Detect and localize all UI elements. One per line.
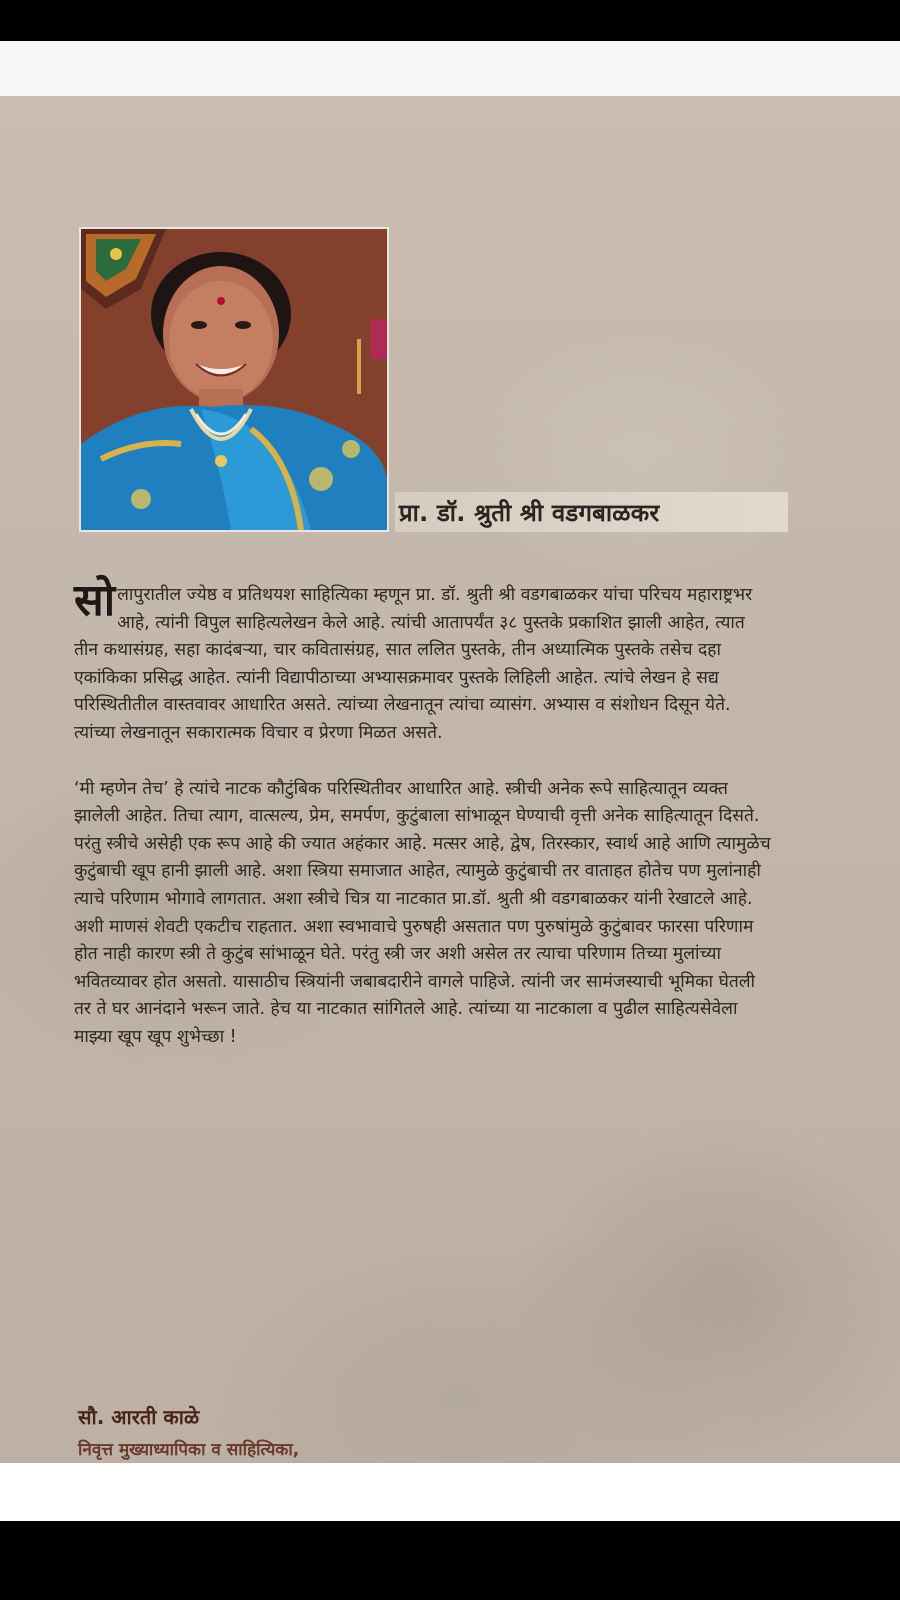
top-margin (0, 41, 900, 96)
status-bar (0, 0, 900, 41)
article-body (74, 575, 774, 1052)
bottom-margin (0, 1463, 900, 1521)
author-photo (79, 227, 389, 532)
drop-cap: सो (74, 575, 116, 626)
paragraph-2: ‘मी म्हणेन तेच’ हे त्यांचे नाटक कौटुंबिक परिस्थितीवर आधारित आहे. स्त्रीची अनेक रूपे साहित्यातून व्यक्त झालेली आहेत. तिचा त्याग, वात्सल्य, प्रेम, समर्पण, कुटुंबाला सांभाळून घेण्याची वृत्ती अनेक साहित्यातून दिसते. परंतु स्त्रीचे असेही एक रूप आहे की ज्यात अहंकार आहे. मत्सर आहे, द्वेष, तिरस्कार, स्वार्थ आहे आणि त्यामुळेच कुटुंबाची खूप हानी झाली आहे. अशा स्त्रिया समाजात आहेत, त्यामुळे कुटुंबाची तर वाताहत होतेच पण मुलांनाही त्याचे परिणाम भोगावे लागतात. अशा स्त्रीचे चित्र या नाटकात प्रा.डॉ. श्रुती श्री वडगबाळकर यांनी रेखाटले आहे. अशी माणसं शेवटी एकटीच राहतात. अशा स्वभावाचे पुरुषही असतात पण पुरुषांमुळे कुटुंबावर फारसा परिणाम होत नाही कारण स्त्री ते कुटुंब सांभाळून घेते. परंतु स्त्री जर अशी असेल तर त्याचा परिणाम तिच्या मुलांच्या भवितव्यावर होत असतो. यासाठीच स्त्रियांनी जबाबदारीने वागले पाहिजे. त्यांनी जर सामंजस्याची भूमिका घेतली तर ते घर आनंदाने भरून जाते. हेच या नाटकात सांगितले आहे. त्यांच्या या नाटकाला व पुढील साहित्यसेवेला माझ्या खूप खूप शुभेच्छा ! (74, 778, 771, 1047)
paragraph-1 (74, 575, 774, 748)
signature-name: सौ. आरती काळे (78, 1405, 200, 1429)
signature-title-line-1: निवृत्त मुख्याध्यापिका व साहित्यिका, (78, 1440, 300, 1460)
paragraph-1-text: लापुरातील ज्येष्ठ व प्रतिथयश साहित्यिका म्हणून प्रा. डॉ. श्रुती श्री वडगबाळकर यांचा परिचय महाराष्ट्रभर आहे, त्यांनी विपुल साहित्यलेखन केले आहे. त्यांची आतापर्यंत ३८ पुस्तके प्रकाशित झाली आहेत, त्यात तीन कथासंग्रह, सहा कादंबऱ्या, चार कवितासंग्रह, सात ललित पुस्तके, तीन अध्यात्मिक पुस्तके तसेच दहा एकांकिका प्रसिद्ध आहेत. त्यांनी विद्यापीठाच्या अभ्यासक्रमावर पुस्तके लिहिली आहेत. त्यांचे लेखन हे सद्य परिस्थितीतील वास्तवावर आधारित असते. त्यांच्या लेखनातून त्यांचा व्यासंग. अभ्यास व संशोधन दिसून येते. त्यांच्या लेखनातून सकारात्मक विचार व प्रेरणा मिळत असते. (74, 585, 753, 743)
article-page (0, 96, 900, 1463)
navigation-bar (0, 1521, 900, 1600)
author-name: प्रा. डॉ. श्रुती श्री वडगबाळकर (399, 498, 660, 527)
author-photo-image (81, 229, 387, 530)
name-banner (395, 492, 788, 532)
